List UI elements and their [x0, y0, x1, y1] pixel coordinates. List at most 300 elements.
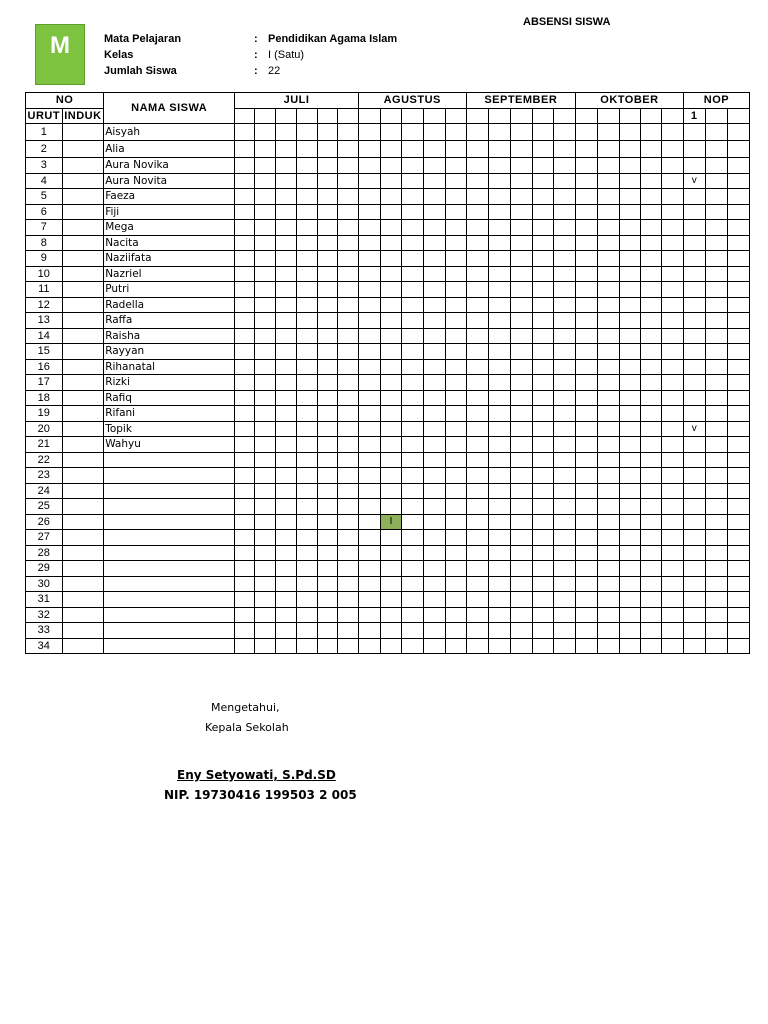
attendance-cell	[424, 124, 446, 141]
attendance-cell	[297, 499, 318, 515]
attendance-cell	[510, 266, 532, 282]
attendance-cell	[619, 468, 641, 484]
attendance-cell	[297, 592, 318, 608]
attendance-cell	[297, 576, 318, 592]
attendance-cell	[683, 452, 705, 468]
attendance-cell	[683, 235, 705, 251]
attendance-cell	[424, 173, 446, 189]
attendance-cell	[445, 530, 466, 546]
attendance-cell	[276, 297, 297, 313]
attendance-cell	[255, 437, 276, 453]
row-number: 24	[26, 483, 63, 499]
attendance-cell	[705, 607, 727, 623]
attendance-cell	[683, 359, 705, 375]
attendance-cell	[358, 375, 380, 391]
page-title: ABSENSI SISWA	[523, 16, 611, 28]
attendance-cell	[641, 592, 662, 608]
attendance-cell	[597, 623, 619, 639]
attendance-cell	[683, 607, 705, 623]
row-student-name	[104, 483, 235, 499]
attendance-cell	[727, 561, 749, 577]
attendance-cell	[235, 421, 255, 437]
attendance-cell	[532, 468, 553, 484]
attendance-cell	[532, 359, 553, 375]
header-day-cell	[576, 108, 598, 124]
attendance-cell	[619, 576, 641, 592]
header-day-cell	[510, 108, 532, 124]
attendance-cell	[297, 406, 318, 422]
row-number: 31	[26, 592, 63, 608]
attendance-cell	[445, 514, 466, 530]
row-induk	[62, 406, 104, 422]
attendance-cell	[510, 282, 532, 298]
attendance-cell	[705, 359, 727, 375]
attendance-cell	[235, 638, 255, 654]
attendance-cell	[255, 576, 276, 592]
attendance-cell	[683, 124, 705, 141]
attendance-cell	[276, 124, 297, 141]
info-label-subject: Mata Pelajaran	[104, 33, 182, 45]
row-student-name	[104, 561, 235, 577]
row-induk	[62, 313, 104, 329]
attendance-cell	[235, 344, 255, 360]
attendance-cell	[662, 141, 684, 158]
footer-principal-title: Kepala Sekolah	[205, 721, 289, 734]
row-student-name: Naziifata	[104, 251, 235, 267]
attendance-cell	[276, 220, 297, 236]
attendance-cell	[297, 530, 318, 546]
attendance-cell	[705, 173, 727, 189]
attendance-cell	[255, 623, 276, 639]
attendance-cell	[358, 124, 380, 141]
attendance-cell	[466, 266, 488, 282]
attendance-cell	[317, 576, 337, 592]
attendance-cell	[297, 607, 318, 623]
attendance-cell	[662, 421, 684, 437]
attendance-cell	[380, 483, 402, 499]
table-row	[26, 328, 750, 344]
attendance-cell	[705, 530, 727, 546]
attendance-cell	[255, 359, 276, 375]
table-row	[26, 421, 750, 437]
attendance-cell	[445, 204, 466, 220]
attendance-cell	[445, 545, 466, 561]
attendance-cell	[380, 561, 402, 577]
attendance-cell	[641, 344, 662, 360]
attendance-cell	[235, 158, 255, 174]
attendance-cell	[641, 158, 662, 174]
attendance-cell	[358, 235, 380, 251]
attendance-cell	[255, 220, 276, 236]
attendance-cell	[317, 530, 337, 546]
attendance-cell	[641, 421, 662, 437]
attendance-cell	[276, 483, 297, 499]
attendance-cell	[317, 282, 337, 298]
attendance-cell	[276, 638, 297, 654]
attendance-cell	[553, 514, 575, 530]
attendance-cell	[255, 390, 276, 406]
attendance-cell	[488, 421, 510, 437]
attendance-cell	[510, 141, 532, 158]
header-day-cell: 1	[683, 108, 705, 124]
attendance-cell	[727, 576, 749, 592]
attendance-cell	[402, 297, 424, 313]
attendance-cell	[445, 282, 466, 298]
attendance-cell	[445, 235, 466, 251]
row-induk	[62, 592, 104, 608]
attendance-cell	[553, 173, 575, 189]
attendance-cell	[576, 235, 598, 251]
row-induk	[62, 173, 104, 189]
attendance-cell	[380, 313, 402, 329]
attendance-cell	[683, 638, 705, 654]
attendance-cell	[619, 390, 641, 406]
attendance-cell	[466, 328, 488, 344]
attendance-cell	[276, 576, 297, 592]
attendance-cell	[402, 452, 424, 468]
attendance-cell	[576, 158, 598, 174]
attendance-cell	[235, 530, 255, 546]
attendance-cell	[662, 530, 684, 546]
attendance-cell	[662, 220, 684, 236]
header-month: OKTOBER	[576, 93, 684, 109]
attendance-cell	[317, 158, 337, 174]
attendance-cell	[297, 141, 318, 158]
attendance-cell	[641, 235, 662, 251]
attendance-cell	[619, 607, 641, 623]
header-day-cell	[597, 108, 619, 124]
attendance-cell	[597, 282, 619, 298]
attendance-cell	[358, 514, 380, 530]
attendance-cell	[641, 189, 662, 205]
attendance-cell	[683, 499, 705, 515]
attendance-cell	[727, 638, 749, 654]
attendance-cell	[276, 530, 297, 546]
row-number: 33	[26, 623, 63, 639]
attendance-cell	[705, 235, 727, 251]
attendance-cell	[358, 561, 380, 577]
attendance-cell	[488, 592, 510, 608]
attendance-cell	[662, 514, 684, 530]
attendance-cell	[619, 545, 641, 561]
row-induk	[62, 220, 104, 236]
attendance-cell	[576, 638, 598, 654]
table-row	[26, 390, 750, 406]
attendance-cell	[445, 607, 466, 623]
header-day-cell	[337, 108, 358, 124]
header-day-cell	[488, 108, 510, 124]
attendance-cell	[727, 204, 749, 220]
attendance-cell	[255, 313, 276, 329]
row-number: 5	[26, 189, 63, 205]
attendance-cell	[255, 124, 276, 141]
attendance-cell	[597, 452, 619, 468]
attendance-cell	[727, 124, 749, 141]
attendance-cell	[337, 406, 358, 422]
attendance-cell	[597, 421, 619, 437]
header-month: JULI	[235, 93, 359, 109]
attendance-cell	[641, 313, 662, 329]
attendance-cell	[641, 124, 662, 141]
attendance-cell	[380, 545, 402, 561]
attendance-cell	[255, 607, 276, 623]
attendance-cell	[276, 235, 297, 251]
attendance-cell	[641, 220, 662, 236]
attendance-cell	[255, 514, 276, 530]
attendance-cell	[532, 220, 553, 236]
attendance-cell	[553, 390, 575, 406]
row-number: 22	[26, 452, 63, 468]
attendance-cell	[317, 313, 337, 329]
header-day-cell	[466, 108, 488, 124]
attendance-cell	[705, 251, 727, 267]
attendance-cell	[727, 266, 749, 282]
attendance-cell	[532, 561, 553, 577]
attendance-cell	[705, 623, 727, 639]
attendance-cell	[235, 173, 255, 189]
attendance-cell	[488, 638, 510, 654]
attendance-cell	[445, 313, 466, 329]
attendance-cell	[235, 189, 255, 205]
attendance-cell	[641, 561, 662, 577]
header-day-cell	[235, 108, 255, 124]
table-row	[26, 220, 750, 236]
attendance-cell	[641, 437, 662, 453]
attendance-cell	[576, 545, 598, 561]
table-row	[26, 483, 750, 499]
attendance-cell	[510, 421, 532, 437]
row-number: 12	[26, 297, 63, 313]
attendance-cell	[466, 375, 488, 391]
attendance-cell	[488, 124, 510, 141]
attendance-cell	[380, 141, 402, 158]
row-number: 17	[26, 375, 63, 391]
attendance-cell	[317, 406, 337, 422]
attendance-cell	[402, 406, 424, 422]
attendance-cell	[235, 561, 255, 577]
attendance-cell	[297, 124, 318, 141]
attendance-cell	[576, 483, 598, 499]
attendance-cell	[424, 623, 446, 639]
row-induk	[62, 561, 104, 577]
attendance-cell	[235, 390, 255, 406]
attendance-cell	[553, 499, 575, 515]
attendance-cell	[705, 499, 727, 515]
attendance-cell	[358, 545, 380, 561]
table-row	[26, 189, 750, 205]
attendance-cell	[662, 623, 684, 639]
attendance-cell	[705, 328, 727, 344]
attendance-cell	[510, 235, 532, 251]
attendance-cell	[337, 266, 358, 282]
attendance-cell	[553, 638, 575, 654]
attendance-cell	[337, 251, 358, 267]
attendance-cell	[576, 313, 598, 329]
attendance-cell	[358, 406, 380, 422]
row-number: 1	[26, 124, 63, 141]
attendance-cell	[553, 545, 575, 561]
attendance-cell	[317, 297, 337, 313]
attendance-cell	[317, 607, 337, 623]
attendance-cell	[445, 141, 466, 158]
row-induk	[62, 623, 104, 639]
attendance-cell	[424, 359, 446, 375]
attendance-cell	[297, 561, 318, 577]
attendance-cell	[380, 220, 402, 236]
attendance-cell	[619, 421, 641, 437]
attendance-cell	[358, 592, 380, 608]
attendance-cell	[662, 545, 684, 561]
attendance-cell	[445, 173, 466, 189]
attendance-cell	[337, 297, 358, 313]
attendance-cell	[597, 251, 619, 267]
header-day-cell	[276, 108, 297, 124]
attendance-cell	[553, 607, 575, 623]
attendance-cell	[297, 437, 318, 453]
attendance-cell	[380, 173, 402, 189]
attendance-cell	[317, 623, 337, 639]
attendance-cell	[597, 189, 619, 205]
header-day-cell	[317, 108, 337, 124]
attendance-cell	[337, 638, 358, 654]
attendance-cell	[235, 483, 255, 499]
attendance-cell	[317, 189, 337, 205]
attendance-cell	[424, 297, 446, 313]
row-induk	[62, 266, 104, 282]
row-student-name: Topik	[104, 421, 235, 437]
attendance-cell	[276, 158, 297, 174]
attendance-cell	[424, 344, 446, 360]
attendance-cell	[445, 437, 466, 453]
attendance-cell	[317, 514, 337, 530]
attendance-cell	[276, 204, 297, 220]
table-row	[26, 406, 750, 422]
attendance-cell	[641, 468, 662, 484]
attendance-cell	[380, 189, 402, 205]
attendance-cell	[402, 576, 424, 592]
attendance-cell	[317, 592, 337, 608]
attendance-cell	[488, 220, 510, 236]
attendance-cell	[380, 452, 402, 468]
attendance-cell	[510, 468, 532, 484]
attendance-cell	[619, 189, 641, 205]
attendance-cell	[683, 545, 705, 561]
attendance-cell	[597, 390, 619, 406]
attendance-cell	[466, 313, 488, 329]
attendance-cell	[402, 189, 424, 205]
attendance-cell	[402, 204, 424, 220]
attendance-cell	[683, 344, 705, 360]
row-student-name: Fiji	[104, 204, 235, 220]
row-student-name	[104, 607, 235, 623]
attendance-cell	[358, 204, 380, 220]
attendance-cell	[683, 623, 705, 639]
attendance-cell	[619, 359, 641, 375]
attendance-cell	[553, 576, 575, 592]
attendance-cell	[532, 514, 553, 530]
attendance-cell	[488, 204, 510, 220]
attendance-cell	[380, 251, 402, 267]
attendance-cell	[358, 530, 380, 546]
attendance-cell	[727, 141, 749, 158]
attendance-cell	[576, 266, 598, 282]
attendance-cell	[466, 344, 488, 360]
attendance-cell	[276, 406, 297, 422]
table-row	[26, 468, 750, 484]
attendance-cell	[297, 545, 318, 561]
attendance-cell	[255, 297, 276, 313]
attendance-cell	[662, 499, 684, 515]
row-induk	[62, 124, 104, 141]
attendance-cell	[445, 468, 466, 484]
row-number: 9	[26, 251, 63, 267]
table-row	[26, 141, 750, 158]
attendance-cell	[619, 235, 641, 251]
attendance-cell	[553, 623, 575, 639]
attendance-cell	[337, 623, 358, 639]
attendance-cell	[553, 313, 575, 329]
attendance-cell	[337, 561, 358, 577]
attendance-cell	[576, 468, 598, 484]
attendance-cell	[662, 375, 684, 391]
row-student-name: Rafiq	[104, 390, 235, 406]
attendance-cell	[597, 173, 619, 189]
attendance-cell	[424, 220, 446, 236]
attendance-cell	[488, 141, 510, 158]
attendance-cell	[488, 251, 510, 267]
attendance-cell	[337, 220, 358, 236]
attendance-cell	[619, 437, 641, 453]
attendance-cell	[488, 483, 510, 499]
attendance-cell	[235, 141, 255, 158]
attendance-cell	[255, 344, 276, 360]
attendance-cell	[553, 124, 575, 141]
attendance-cell	[705, 189, 727, 205]
attendance-cell	[276, 421, 297, 437]
attendance-cell	[402, 359, 424, 375]
attendance-cell	[641, 452, 662, 468]
attendance-cell	[235, 251, 255, 267]
attendance-cell: I	[380, 514, 402, 530]
attendance-cell	[424, 158, 446, 174]
attendance-cell	[317, 173, 337, 189]
attendance-cell	[510, 297, 532, 313]
row-induk	[62, 499, 104, 515]
attendance-cell	[337, 235, 358, 251]
attendance-cell	[466, 251, 488, 267]
row-induk	[62, 235, 104, 251]
attendance-cell	[337, 530, 358, 546]
attendance-cell	[255, 545, 276, 561]
attendance-cell	[466, 483, 488, 499]
attendance-cell	[255, 421, 276, 437]
attendance-cell	[337, 437, 358, 453]
attendance-cell	[553, 468, 575, 484]
row-induk	[62, 452, 104, 468]
attendance-cell	[276, 282, 297, 298]
attendance-cell	[276, 468, 297, 484]
attendance-cell	[402, 623, 424, 639]
row-student-name: Mega	[104, 220, 235, 236]
attendance-cell	[424, 576, 446, 592]
attendance-cell	[727, 607, 749, 623]
attendance-cell	[576, 390, 598, 406]
attendance-cell	[597, 437, 619, 453]
attendance-cell	[576, 173, 598, 189]
attendance-cell	[553, 141, 575, 158]
attendance-cell	[402, 141, 424, 158]
attendance-cell	[380, 437, 402, 453]
